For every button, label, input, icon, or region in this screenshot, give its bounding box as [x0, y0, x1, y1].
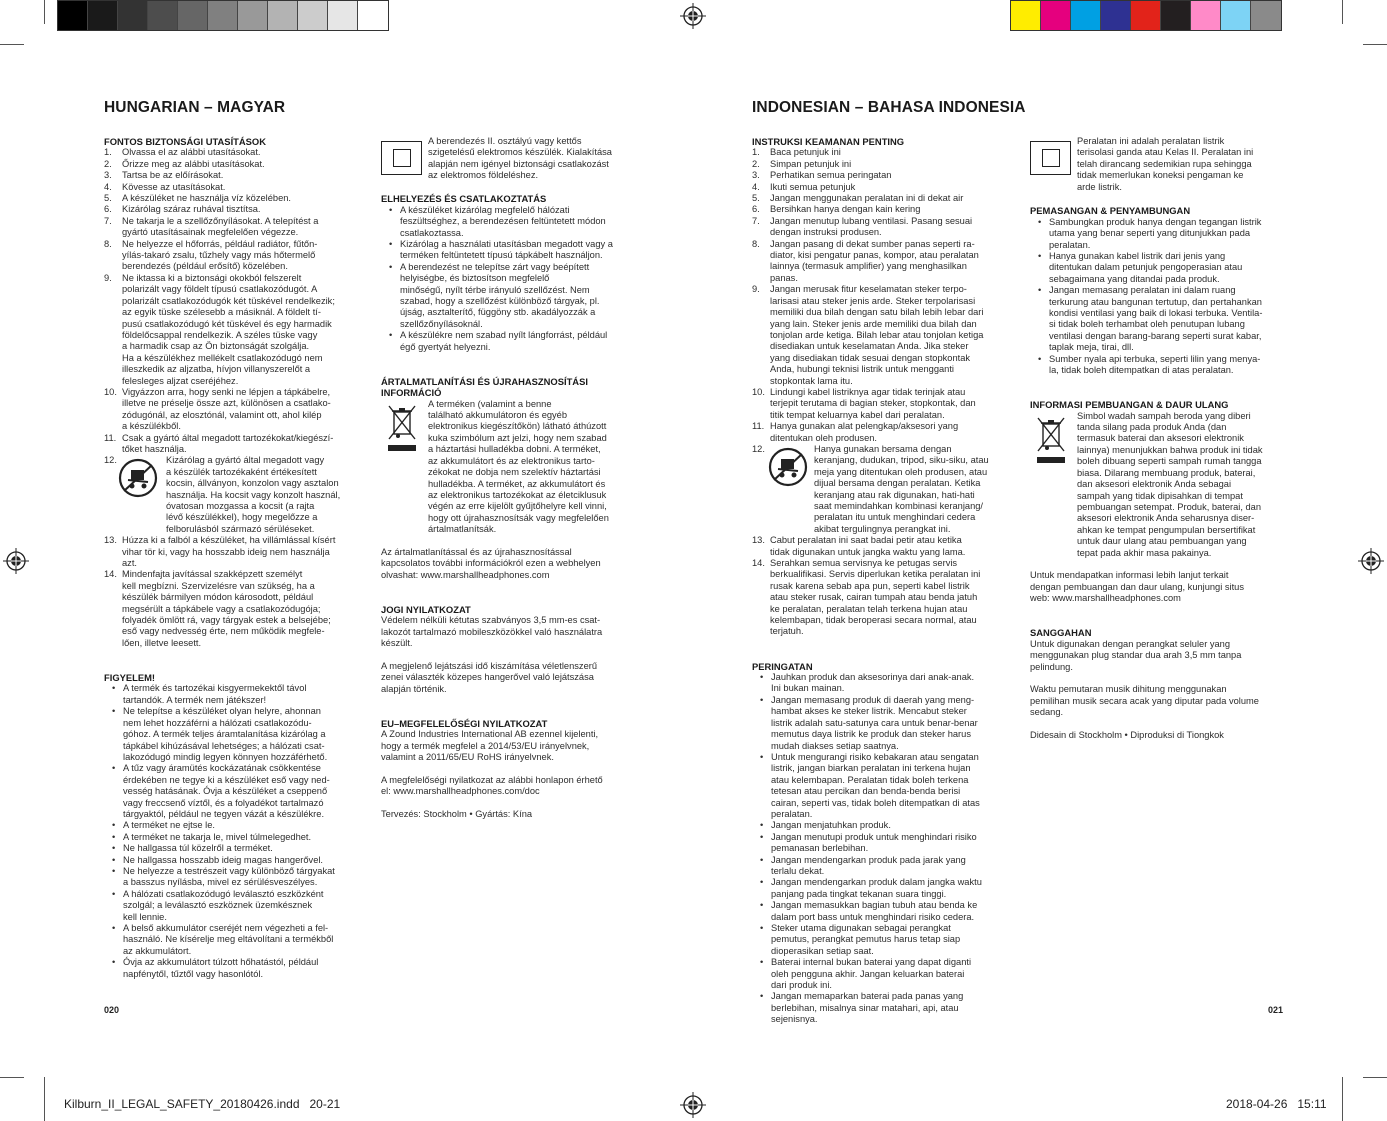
disposal-block	[381, 399, 643, 536]
safety-heading: FONTOS BIZTONSÁGI UTASÍTÁSOK	[104, 136, 266, 147]
install-list	[381, 205, 643, 353]
gray-swatch	[148, 1, 178, 30]
registration-mark-icon	[680, 1092, 706, 1118]
item-number: 1.	[752, 147, 760, 158]
list-item: • A hálózati csatlakozódugó leválasztó eszközként szolgál; a leválasztó eszköznek üzemkésznek kell lennie.	[104, 889, 366, 923]
list-item	[104, 433, 366, 456]
item-number: 10.	[752, 386, 765, 397]
safety-heading: INSTRUKSI KEAMANAN PENTING	[752, 136, 905, 147]
item-text: Simpan petunjuk ini	[770, 158, 852, 169]
safety-list-continued	[752, 535, 1014, 638]
date-slug: 2018-04-26 15:11	[1226, 1097, 1327, 1111]
item-text: Bersihkan hanya dengan kain kering	[770, 204, 921, 215]
crop-mark	[1363, 44, 1387, 45]
list-item: • Steker utama digunakan sebagai perangkat pemutus, perangkat pemutus harus tetap siap dioperasikan setiap saat.	[752, 923, 1014, 957]
list-item: • Ne hallgassa túl közelről a terméket.	[104, 843, 366, 854]
item-text: Kizárólag száraz ruhával tisztítsa.	[122, 204, 261, 215]
list-item	[104, 216, 366, 239]
disposal-block	[1030, 411, 1292, 559]
gray-swatch	[178, 1, 208, 30]
item-number: 6.	[752, 204, 760, 215]
safety-item-12	[104, 455, 366, 535]
gray-swatch	[88, 1, 118, 30]
list-item: • Untuk mengurangi risiko kebakaran atau sengatan listrik, jangan biarkan peralatan ini terkena hujan atau kelembapan. Peralatan tidak boleh terkena tetesan atau percikan dan benda-benda berisi cairan, seperti vas, tidak boleh ditempatkan di atas peralatan.	[752, 752, 1014, 820]
item-number: 14.	[752, 558, 765, 569]
list-item: • Sambungkan produk hanya dengan tegangan listrik utama yang benar seperti yang ditunjukkan pada peralatan.	[1030, 217, 1292, 251]
legal-text-2: A megjelenő lejátszási idő kiszámítása véletlenszerű zenei választék közepes hangerővel való lejátszása alapján történik.	[381, 660, 598, 694]
item-text: Ikuti semua petunjuk	[770, 181, 856, 192]
item-number: 13.	[752, 535, 765, 546]
list-item: • Ne telepítse a készüléket olyan helyre, ahonnan nem lehet hozzáférni a hálózati csatlakozódu- góhoz. A termék teljes áramtalanítása kizárólag a tápkábel kihúzásával lehetséges; a hálózati csat- lakozódugó mindig legyen könnyen hozzáférhető.	[104, 706, 366, 763]
list-item	[752, 170, 1014, 181]
item-text: Perhatikan semua peringatan	[770, 170, 892, 181]
crop-mark	[44, 0, 45, 24]
item-text: Baca petunjuk ini	[770, 147, 841, 158]
list-item	[104, 387, 366, 433]
cart-warning-icon	[768, 447, 808, 487]
double-insulation-icon	[381, 141, 422, 175]
design-line: Didesain di Stockholm • Diproduksi di Tiongkok	[1030, 729, 1224, 740]
item-number: 3.	[104, 170, 112, 181]
item-text: Olvassa el az alábbi utasításokat.	[122, 147, 261, 158]
list-item: • Sumber nyala api terbuka, seperti lilin yang menya- la, tidak boleh ditempatkan di atas peralatan.	[1030, 354, 1292, 377]
item-text: Őrizze meg az alábbi utasításokat.	[122, 158, 265, 169]
item-text: A készüléket ne használja víz közelében.	[122, 193, 291, 204]
item-text: Ne takarja le a szellőzőnyílásokat. A telepítést a gyártó utasításainak megfelelően végezze.	[122, 215, 319, 238]
warning-heading: PERINGATAN	[752, 660, 813, 672]
eu-text: A Zound Industries International AB ezennel kijelenti, hogy a termék megfelel a 2014/53/EU irányelvnek, valamint a 2011/65/EU RoHS irányelvnek.	[381, 729, 599, 763]
item-number: 13.	[104, 535, 117, 546]
list-item: • Kizárólag a használati utasításban megadott vagy a terméken feltüntetett típusú tápkábelt használjon.	[381, 239, 643, 262]
item-text: Serahkan semua servisnya ke petugas servis berkualifikasi. Servis diperlukan ketika peralatan ini rusak karena sebab apa pun, seperti kabel listrik atau steker rusak, cairan tumpah atau benda jatuh ke peralatan, peralatan telah terkena hujan atau kelembapan, tidak beroperasi secara normal, atau terjatuh.	[770, 558, 981, 637]
item-number: 4.	[752, 181, 760, 192]
list-item: • Jangan menutupi produk untuk menghindari risiko pemanasan berlebihan.	[752, 832, 1014, 855]
list-item	[104, 147, 366, 158]
legal-heading: SANGGAHAN	[1030, 627, 1092, 639]
right-column-1	[752, 136, 1014, 1026]
list-item: • Jangan memasang peralatan ini dalam ruang terkurung atau bangunan tertutup, dan pertahankan kondisi ventilasi yang baik di lokasi terbuka. Ventila- si tidak boleh terhambat oleh penutupan lubang ventilasi dengan barang-barang seperti surat kabar, taplak meja, tirai, dll.	[1030, 285, 1292, 353]
list-item	[104, 239, 366, 273]
grayscale-bar	[57, 0, 389, 31]
crop-mark	[1342, 1077, 1343, 1121]
item-number: 2.	[752, 158, 760, 169]
item-text: Jangan menggunakan peralatan ini di dekat air	[770, 193, 964, 204]
list-item: • A készüléket kizárólag megfelelő hálózati feszültséghez, a berendezésen feltüntetett módon csatlakoztassa.	[381, 205, 643, 239]
item-number: 8.	[104, 238, 112, 249]
list-item: • A belső akkumulátor cseréjét nem végezheti a fel- használó. Ne kísérelje meg eltávolítani a termékből az akkumulátort.	[104, 923, 366, 957]
color-swatch	[1071, 1, 1101, 30]
item-number: 11.	[104, 432, 117, 443]
legal-text: Untuk digunakan dengan perangkat seluler yang menggunakan plug standar dua arah 3,5 mm tanpa pelindung.	[1030, 638, 1242, 672]
list-item: • Jangan mendengarkan produk pada jarak yang terlalu dekat.	[752, 855, 1014, 878]
item-text: Hanya gunakan alat pelengkap/aksesori yang ditentukan oleh produsen.	[770, 421, 959, 443]
item-number: 5.	[104, 193, 112, 204]
install-heading: PEMASANGAN & PENYAMBUNGAN	[1030, 205, 1191, 217]
gray-swatch	[298, 1, 328, 30]
eu-text-2: A megfelelőségi nyilatkozat az alábbi honlapon érhető el: www.marshallheadphones.com/doc	[381, 774, 603, 797]
left-column-2	[381, 136, 643, 821]
class2-block	[1030, 136, 1292, 194]
list-item	[104, 170, 366, 181]
safety-list-continued	[104, 535, 366, 649]
color-swatch	[1011, 1, 1041, 30]
design-line: Tervezés: Stockholm • Gyártás: Kína	[381, 809, 533, 820]
page-title-indonesian: INDONESIAN – BAHASA INDONESIA	[752, 99, 1026, 116]
list-item	[752, 216, 1014, 239]
item-text: Vigyázzon arra, hogy senki ne lépjen a tápkábelre, illetve ne préselje össze azt, különösen a csatlako- zódugónál, az elosztónál, valamint ott, ahol kilép a készülékből.	[122, 386, 331, 432]
disposal-heading: ÁRTALMATLANÍTÁSI ÉS ÚJRAHASZNOSÍTÁSI INFORMÁCIÓ	[381, 375, 588, 399]
gray-swatch	[268, 1, 298, 30]
list-item	[104, 273, 366, 387]
list-item: • Jangan memasukkan bagian tubuh atau benda ke dalam port bass untuk menghindari risiko cedera.	[752, 900, 1014, 923]
double-insulation-icon	[1030, 141, 1071, 175]
gray-swatch	[328, 1, 358, 30]
list-item: • A terméket ne takarja le, mivel túlmelegedhet.	[104, 832, 366, 843]
crossed-bin-icon	[387, 403, 417, 453]
list-item	[752, 182, 1014, 193]
item-number: 7.	[752, 215, 760, 226]
list-item: • Jangan memaparkan baterai pada panas yang berlebihan, misalnya sinar matahari, api, atau sejenisnya.	[752, 991, 1014, 1025]
item-number: 9.	[752, 284, 760, 295]
item-number: 2.	[104, 158, 112, 169]
warning-list	[752, 672, 1014, 1026]
color-swatch	[1251, 1, 1281, 30]
item-text: Kövesse az utasításokat.	[122, 181, 226, 192]
item-number: 12.	[752, 443, 765, 454]
file-slug: Kilburn_II_LEGAL_SAFETY_20180426.indd 20-21	[64, 1097, 341, 1111]
warning-list	[104, 683, 366, 980]
install-list	[1030, 217, 1292, 377]
install-heading: ELHELYEZÉS ÉS CSATLAKOZTATÁS	[381, 193, 547, 205]
list-item: • A tűz vagy áramütés kockázatának csökkentése érdekében ne tegye ki a készüléket eső vagy ned- vesség hatásának. Óvja a készüléket a cseppenő vagy freccsenő víztől, és a folyadékot tartalmazó tárgyaktól, például ne tegyen vázát a készülékre.	[104, 763, 366, 820]
item-text: Húzza ki a falból a készüléket, ha villámlással kísért vihar tör ki, vagy ha hosszabb ideig nem használja azt.	[122, 535, 336, 569]
list-item: • Jauhkan produk dan aksesorinya dari anak-anak. Ini bukan mainan.	[752, 672, 1014, 695]
list-item: • A berendezést ne telepítse zárt vagy beépített helyiségbe, és biztosítson megfelelő minőségű, nyílt térbe irányuló szellőzést. Nem szabad, hogy a szellőzést különböző tárgyak, pl. újság, asztalterítő, függöny stb. akadályozzák a szellőzőnyílásoknál.	[381, 262, 643, 330]
color-swatch	[1101, 1, 1131, 30]
item-number: 4.	[104, 181, 112, 192]
color-swatch	[1131, 1, 1161, 30]
gray-swatch	[118, 1, 148, 30]
cart-warning-icon	[118, 458, 158, 498]
gray-swatch	[58, 1, 88, 30]
crop-mark	[1342, 0, 1343, 24]
list-item: • Jangan mendengarkan produk dalam jangka waktu panjang pada tingkat tekanan suara tinggi.	[752, 877, 1014, 900]
list-item: • A készülékre nem szabad nyílt lángforrást, például égő gyertyát helyezni.	[381, 330, 643, 353]
disposal-heading: INFORMASI PEMBUANGAN & DAUR ULANG	[1030, 399, 1229, 411]
item-number: 11.	[752, 421, 765, 432]
safety-list	[104, 147, 366, 455]
list-item	[104, 569, 366, 649]
item-number: 8.	[752, 238, 760, 249]
gray-swatch	[208, 1, 238, 30]
disposal-more: Az ártalmatlanítással és az újrahasznosítással kapcsolatos további információkról ezen a webhelyen olvashat: www.marshallheadphones.com	[381, 546, 601, 580]
item-number: 9.	[104, 272, 112, 283]
item-number: 1.	[104, 147, 112, 158]
page-number-left: 020	[104, 1005, 120, 1015]
item-text: Jangan merusak fitur keselamatan steker terpo- larisasi atau steker jenis arde. Steker terpolarisasi memiliki dua bilah dengan satu bilah lebih lebar dari yang lain. Steker jenis arde memiliki dua bilah dan tonjolan arde ketiga. Bilah lebar atau tonjolan ketiga disediakan untuk keselamatan Anda. Jika steker yang disediakan tidak sesuai dengan stopkontak Anda, hubungi teknisi listrik untuk mengganti stopkontak lama itu.	[770, 284, 984, 386]
registration-mark-icon	[1358, 548, 1384, 574]
legal-text-2: Waktu pemutaran musik dihitung menggunakan pemilihan musik secara acak yang diputar pada volume sedang.	[1030, 684, 1259, 718]
color-swatch	[1221, 1, 1251, 30]
class2-text: Peralatan ini adalah peralatan listrik terisolasi ganda atau Kelas II. Peralatan ini telah dirancang sedemikian rupa sehingga tidak memerlukan koneksi pengaman ke arde listrik.	[1077, 136, 1254, 192]
item-number: 6.	[104, 204, 112, 215]
eu-heading: EU–MEGFELELŐSÉGI NYILATKOZAT	[381, 717, 548, 729]
legal-text: Védelem nélküli kétutas szabványos 3,5 mm-es csat- lakozót tartalmazó mobileszközökkel való használatra készült.	[381, 615, 603, 649]
item-text: Csak a gyártó által megadott tartozékokat/kiegészí- tőket használja.	[122, 432, 334, 454]
item-text: Tartsa be az előírásokat.	[122, 170, 224, 181]
safety-item-12	[752, 444, 1014, 535]
list-item	[752, 147, 1014, 158]
item-text: Ne helyezze el hőforrás, például radiátor, fűtőn- yílás-takaró zsalu, tűzhely vagy más hőtermelő berendezés (például erősítő) közelében.	[122, 238, 318, 272]
list-item	[104, 204, 366, 215]
crop-mark	[1363, 1077, 1387, 1078]
right-column-2	[1030, 136, 1292, 741]
item-text: Lindungi kabel listriknya agar tidak terinjak atau terjepit terutama di bagian steker, stopkontak, dan titik tempat keluarnya kabel dari peralatan.	[770, 386, 976, 420]
crop-mark	[0, 44, 24, 45]
gray-swatch	[358, 1, 388, 30]
list-item: • A terméket ne ejtse le.	[104, 820, 366, 831]
safety-list	[752, 147, 1014, 444]
gray-swatch	[238, 1, 268, 30]
list-item	[752, 387, 1014, 421]
item-text: Jangan menutup lubang ventilasi. Pasang sesuai dengan instruksi produsen.	[770, 215, 973, 238]
color-swatch	[1161, 1, 1191, 30]
color-swatch	[1191, 1, 1221, 30]
item-number: 10.	[104, 386, 117, 397]
list-item: • Baterai internal bukan baterai yang dapat diganti oleh pengguna akhir. Jangan keluarkan baterai dari produk ini.	[752, 957, 1014, 991]
item-text: Jangan pasang di dekat sumber panas seperti ra- diator, kisi pengatur panas, kompor, atau peralatan lainnya (termasuk amplifier) yang menghasilkan panas.	[770, 238, 979, 283]
page-title-hungarian: HUNGARIAN – MAGYAR	[104, 99, 286, 116]
list-item	[752, 204, 1014, 215]
class2-block	[381, 136, 643, 182]
list-item: • Ne hallgassa hosszabb ideig magas hangerővel.	[104, 855, 366, 866]
left-column-1	[104, 136, 366, 980]
list-item	[104, 182, 366, 193]
registration-mark-icon	[3, 548, 29, 574]
list-item	[104, 535, 366, 569]
item-number: 3.	[752, 170, 760, 181]
list-item	[104, 159, 366, 170]
item-text: Ne iktassa ki a biztonsági okokból felszerelt polarizált vagy földelt típusú csatlakozódugót. A polarizált csatlakozódugók két tüskével rendelkezik; az egyik tüske szélesebb a másiknál. A földelt tí- pusú csatlakozódugó két tüskével és egy harmadik földelőcsappal rendelkezik. A széles tüske vagy a harmadik csap az Ön biztonságát szolgálja. Ha a készülékhez mellékelt csatlakozódugó nem illeszkedik az aljzatba, hívjon villanyszerelőt a felesleges aljzat cseréjéhez.	[122, 272, 335, 386]
page-number-right: 021	[1268, 1005, 1284, 1015]
warning-heading: FIGYELEM!	[104, 672, 156, 684]
item-text: Cabut peralatan ini saat badai petir atau ketika tidak digunakan untuk jangka waktu yang lama.	[770, 535, 966, 557]
list-item	[752, 284, 1014, 387]
crop-mark	[0, 1077, 24, 1078]
list-item	[104, 193, 366, 204]
item-text: Hanya gunakan bersama dengan keranjang, dudukan, tripod, siku-siku, atau meja yang ditentukan oleh produsen, atau dijual bersama dengan peralatan. Ketika keranjang atau rak digunakan, hati-hati saat memindahkan kombinasi keranjang/ peralatan itu untuk menghindari cedera akibat tergulingnya perangkat ini.	[814, 443, 989, 534]
crop-mark	[44, 1077, 45, 1121]
color-swatch	[1041, 1, 1071, 30]
list-item	[752, 535, 1014, 558]
class2-text: A berendezés II. osztályú vagy kettős szigetelésű elektromos készülék. Kialakítása alapján nem igényel biztonsági csatlakozást az elektromos földeléshez.	[428, 136, 612, 181]
item-number: 12.	[104, 455, 117, 466]
item-text: Kizárólag a gyártó által megadott vagy a készülék tartozékaként értékesített kocsin, állványon, konzolon vagy asztalon használja. Ha kocsit vagy konzolt használ, óvatosan mozgassa a kocsit (a rajta lévő készülékkel), hogy megelőzze a felborulásból származó sérüléseket.	[166, 455, 341, 534]
list-item: • Jangan menjatuhkan produk.	[752, 820, 1014, 831]
item-number: 14.	[104, 569, 117, 580]
item-number: 5.	[752, 193, 760, 204]
list-item: • A termék és tartozékai kisgyermekektől távol tartandók. A termék nem játékszer!	[104, 683, 366, 706]
list-item	[752, 239, 1014, 285]
color-bar	[1010, 0, 1282, 31]
list-item: • Óvja az akkumulátort túlzott hőhatástól, például napfénytől, tűztől vagy hasonlótól.	[104, 957, 366, 980]
item-text: Mindenfajta javítással szakképzett személyt kell megbízni. Szervizelésre van szükség, ha a készülék bármilyen módon károsodott, például megsérült a tápkábele vagy a csatlakozódugója; folyadék ömlött rá, vagy tárgyak estek a belsejébe; eső vagy nedvesség érte, nem működik megfele- lően, illetve leesett.	[122, 569, 331, 648]
disposal-text: A terméken (valamint a benne található akkumulátoron és egyéb elektronikus kiegészítőkön) látható áthúzott kuka szimbólum azt jelzi, hogy nem szabad a háztartási hulladékba dobni. A terméket, az akkumulátort és az elektronikus tarto- zékokat ne dobja nem szelektív háztartási hulladékba. A terméket, az akkumulátort és az elektronikus tartozékokat az életciklusuk végén az erre kijelölt gyűjtőhelyre kell vinni, hogy ott újrahasznosítsák vagy megfelelően ártalmatlanítsák.	[428, 398, 609, 535]
list-item	[752, 558, 1014, 638]
crossed-bin-icon	[1036, 415, 1066, 465]
disposal-text: Simbol wadah sampah beroda yang diberi tanda silang pada produk Anda (dan termasuk baterai dan aksesori elektronik lainnya) menunjukkan bahwa produk ini tidak boleh dibuang seperti sampah rumah tangga biasa. Dilarang membuang produk, baterai, dan aksesori elektronik Anda sebagai sampah yang tidak dipisahkan di tempat pembuangan setempat. Produk, baterai, dan aksesori elektronik Anda seharusnya diser- ahkan ke tempat pengumpulan bersertifikat untuk daur ulang atau pembuangan yang tepat pada akhir masa pakainya.	[1077, 410, 1263, 558]
list-item	[752, 421, 1014, 444]
list-item	[752, 193, 1014, 204]
disposal-more: Untuk mendapatkan informasi lebih lanjut terkait dengan pembuangan dan daur ulang, kunjungi situs web: www.marshallheadphones.com	[1030, 570, 1244, 604]
list-item: • Ne helyezze a testrészeit vagy különböző tárgyakat a basszus nyílásba, mivel ez sérülésveszélyes.	[104, 866, 366, 889]
item-number: 7.	[104, 215, 112, 226]
list-item: • Hanya gunakan kabel listrik dari jenis yang ditentukan dalam petunjuk pengoperasian atau sebagaimana yang ditandai pada produk.	[1030, 251, 1292, 285]
registration-mark-icon	[680, 3, 706, 29]
list-item	[752, 159, 1014, 170]
legal-heading: JOGI NYILATKOZAT	[381, 603, 471, 615]
list-item: • Jangan memasang produk di daerah yang meng- hambat akses ke steker listrik. Mencabut steker listrik adalah satu-satunya cara untuk benar-benar memutus daya listrik ke produk dan steker harus mudah diakses setiap saatnya.	[752, 695, 1014, 752]
